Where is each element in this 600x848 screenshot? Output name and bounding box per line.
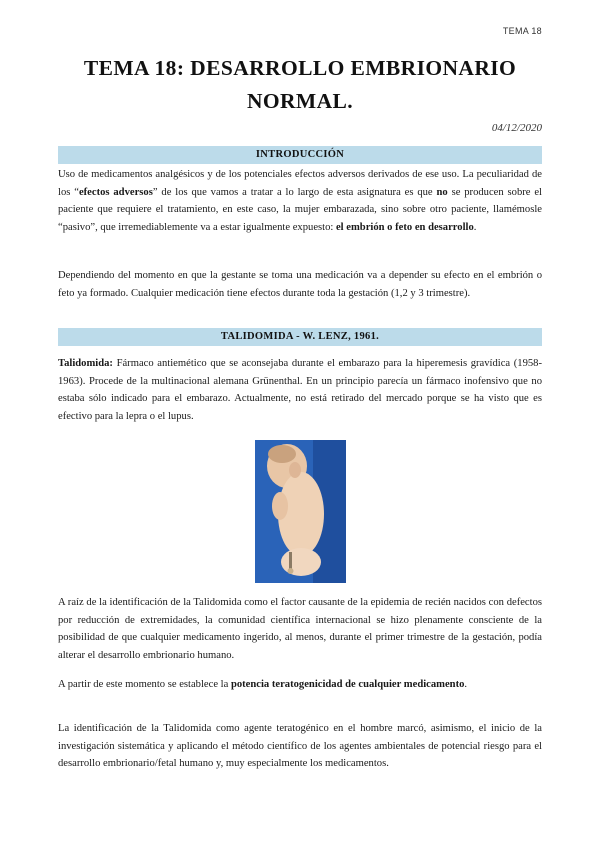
intro-p1-text: .	[473, 221, 477, 233]
intro-p1-text: Uso de medicamentos analgésicos y de los potenciales efectos adversos derivados de ese uso. La peculiaridad de los “	[58, 169, 542, 198]
talidomida-p3-text: .	[464, 679, 468, 690]
intro-paragraph-2: Dependiendo del momento en que la gestante se toma una medicación va a depender su efecto en el embrión o feto ya formado. Cualquier medicación tiene efectos durante toda la gestación (1,2 y 3 trimestre).	[58, 270, 542, 299]
talidomida-paragraph-4: La identificación de la Talidomida como agente teratogénico en el hombre marcó, asimismo, el inicio de la investigación sistemática y aplicando el método científico de los agentes ambientales de potencial riesgo para el desarrollo embrionario/fetal humano y, muy especialmente los medicamentos.	[58, 723, 542, 769]
date: 04/12/2020	[491, 122, 542, 134]
section-heading-introduccion: INTRODUCCIÓN	[58, 146, 542, 164]
talidomida-term: Talidomida:	[58, 358, 113, 369]
talidomida-p1-text: Fármaco antiemético que se aconsejaba durante el embarazo para la hiperemesis gravídica (1958-1963). Procede de la multinacional alemana Grünenthal. En un principio parecía un fármaco inofensivo que no estaba sólo indicado para el embarazo. Actualmente, no está retirado del mercado porque se ha visto que es efectivo para la lepra o el lupus.	[58, 358, 542, 422]
header-tag: TEMA 18	[502, 26, 542, 36]
intro-p1-text: se producen sobre el paciente que requiere el tratamiento, en este caso, la mujer embarazada, sino sobre otro paciente, llamémosle “pasivo”, que irremediablemente va a estar igualmente expuesto:	[58, 186, 542, 233]
talidomida-paragraph-3	[58, 676, 542, 694]
infant-photo-illustration	[255, 440, 346, 583]
talidomida-p3-text: A partir de este momento se establece la	[58, 679, 231, 690]
intro-p1-text: ” de los que vamos a tratar a lo largo de esta asignatura es que	[152, 186, 437, 198]
talidomida-paragraph-2: A raíz de la identificación de la Talidomida como el factor causante de la epidemia de recién nacidos con defectos por reducción de extremidades, la comunidad científica internacional se hizo plenamente consciente de la posibilidad de que cualquier medicamento ingerido, al menos, durante el primer trimestre de la gestación, podía alterar el desarrollo embrionario humano.	[58, 597, 542, 661]
intro-p1-emphasis: el embrión o feto en desarrollo	[335, 221, 474, 233]
intro-p1-emphasis: efectos adversos	[78, 186, 153, 198]
page-title: TEMA 18: DESARROLLO EMBRIONARIO NORMAL.	[83, 56, 517, 113]
section-heading-talidomida: TALIDOMIDA - W. LENZ, 1961.	[58, 328, 542, 346]
talidomida-p3-emphasis: potencia teratogenicidad de cualquier medicamento	[230, 679, 465, 690]
intro-p1-emphasis: no	[436, 186, 448, 198]
intro-paragraph-1	[58, 166, 542, 236]
infant-photo	[255, 440, 346, 583]
talidomida-paragraph-1	[58, 355, 542, 425]
